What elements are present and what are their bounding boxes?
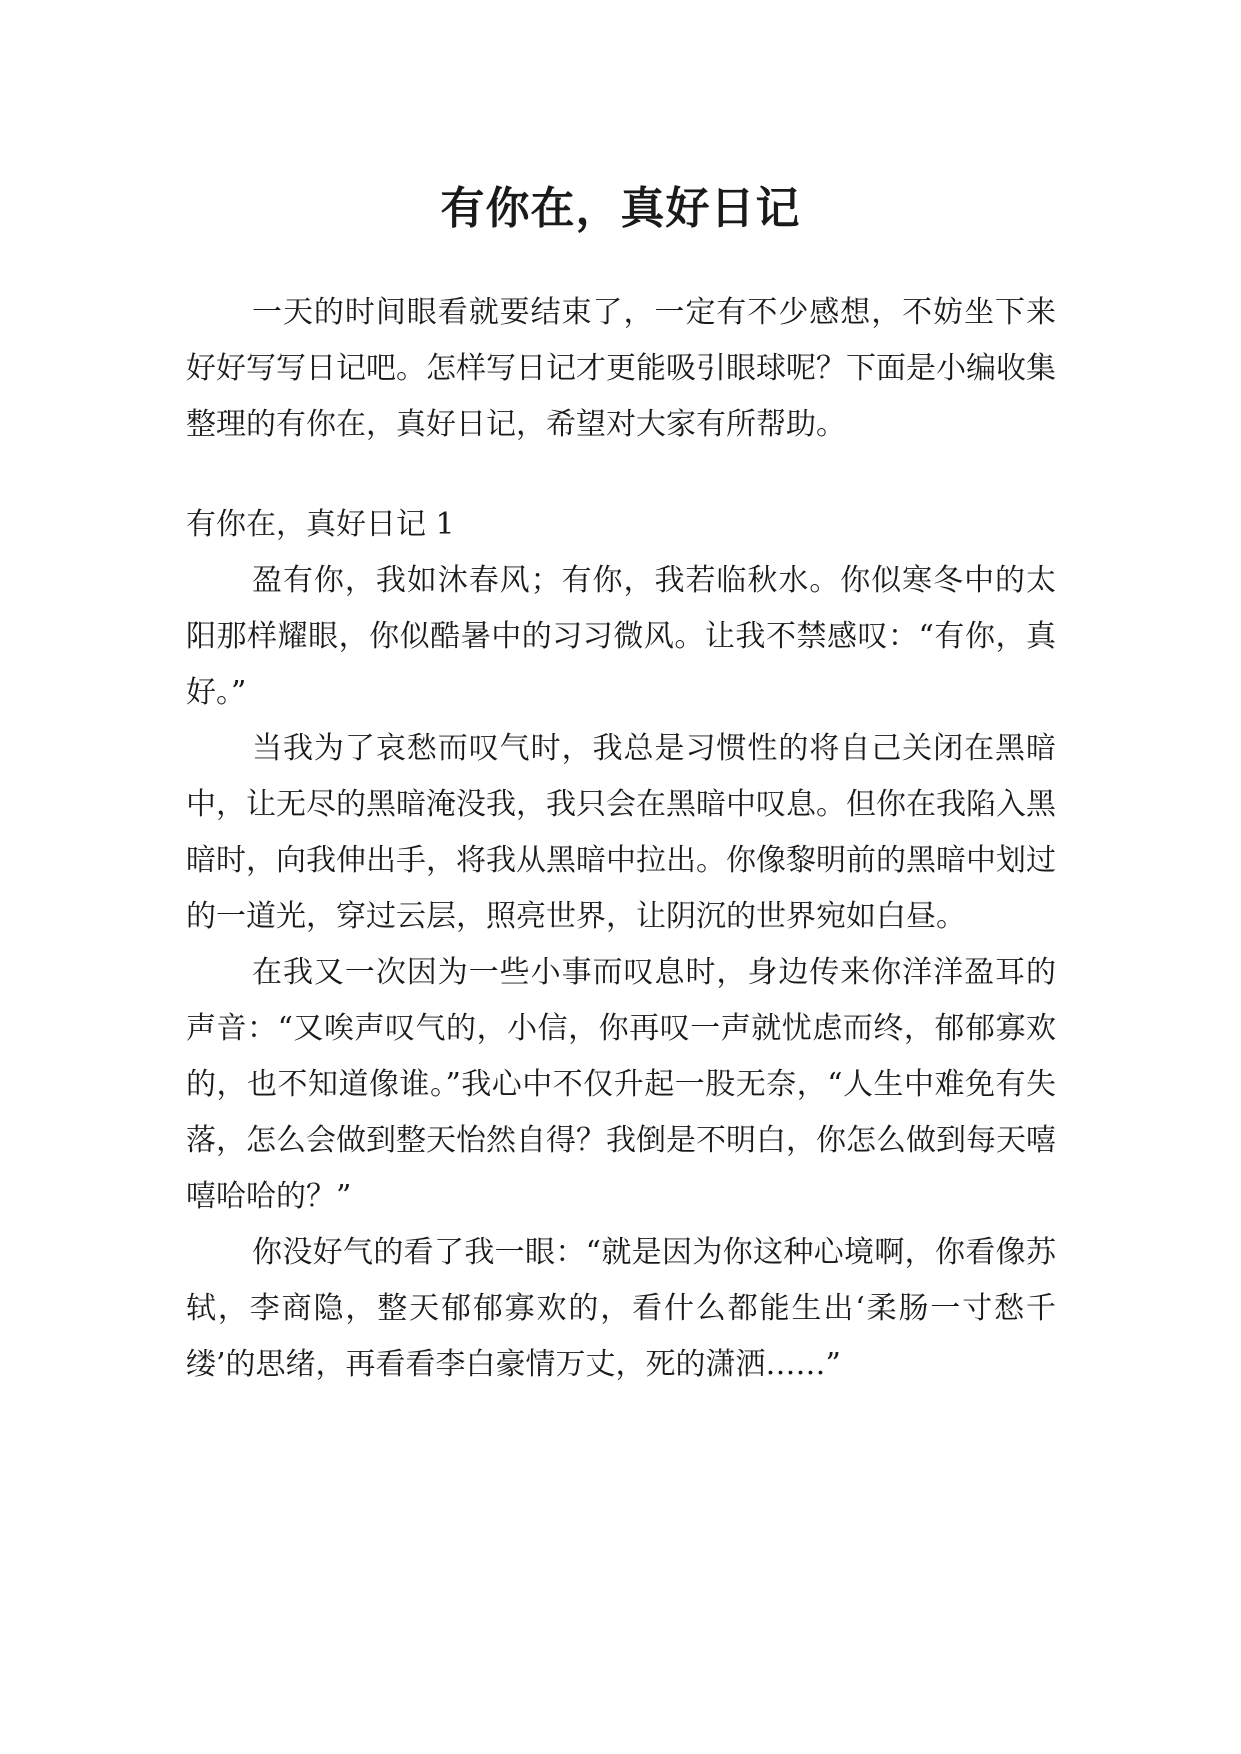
body-paragraph: 你没好气的看了我一眼：“就是因为你这种心境啊，你看像苏轼，李商隐，整天郁郁寡欢的，看什么都能生出‘柔肠一寸愁千缕’的思绪，再看看李白豪情万丈，死的潇洒……”	[186, 1235, 1056, 1382]
intro-paragraph: 一天的时间眼看就要结束了，一定有不少感想，不妨坐下来好好写写日记吧。怎样写日记才更能吸引眼球呢？下面是小编收集整理的有你在，真好日记，希望对大家有所帮助。	[186, 295, 1056, 442]
document-title: 有你在，真好日记	[440, 183, 801, 235]
body-paragraph: 盈有你，我如沐春风；有你，我若临秋水。你似寒冬中的太阳那样耀眼，你似酷暑中的习习微风。让我不禁感叹：“有你，真好。”	[186, 563, 1056, 710]
document-body	[186, 285, 1056, 1393]
body-paragraph: 当我为了哀愁而叹气时，我总是习惯性的将自己关闭在黑暗中，让无尽的黑暗淹没我，我只会在黑暗中叹息。但你在我陷入黑暗时，向我伸出手，将我从黑暗中拉出。你像黎明前的黑暗中划过的一道光，穿过云层，照亮世界，让阴沉的世界宛如白昼。	[186, 731, 1056, 934]
section-heading: 有你在，真好日记 1	[186, 507, 455, 542]
body-paragraph: 在我又一次因为一些小事而叹息时，身边传来你洋洋盈耳的声音：“又唉声叹气的，小信，你再叹一声就忧虑而终，郁郁寡欢的，也不知道像谁。”我心中不仅升起一股无奈，“人生中难免有失落，怎么会做到整天怡然自得？我倒是不明白，你怎么做到每天嘻嘻哈哈的？”	[186, 955, 1056, 1214]
